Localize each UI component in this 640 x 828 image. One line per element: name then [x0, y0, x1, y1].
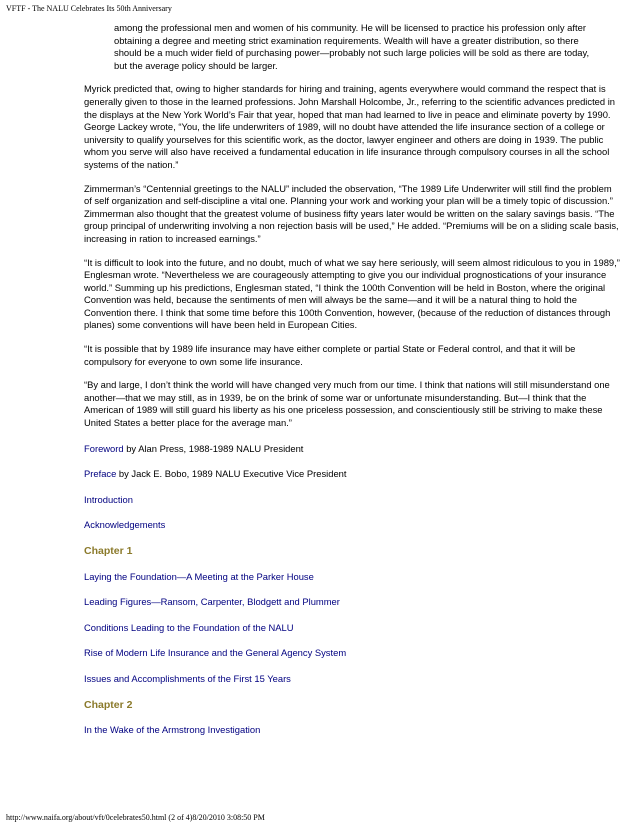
ch2-link-armstrong[interactable]: In the Wake of the Armstrong Investigation: [84, 724, 261, 736]
paragraph-control: “It is possible that by 1989 life insurance may have either complete or partial State or Federal control, and that it will be compulsory for everyone to own some life insurance.: [84, 343, 576, 367]
chapter-2-heading: Chapter 2: [84, 698, 133, 711]
introduction-link[interactable]: Introduction: [84, 493, 133, 505]
acknowledgements-link[interactable]: Acknowledgements: [84, 519, 166, 531]
preface-link[interactable]: Preface: [84, 468, 117, 480]
paragraph-zimmerman: Zimmerman’s “Centennial greetings to the NALU” included the observation, “The 1989 Life Underwriter will still find the problem of self organization and self-discipline a vital one. Planning your work and working your plan will be a timely topic of discussion.” Zimmerman also thought that the greatest volume of business fifty years later would be written on the salary savings basis. “The group principal of underwriting involving a non rejection basis will be used,” He added. “Premiums will be on a sliding scale basis, increasing in ration to increased earnings.”: [84, 182, 619, 244]
ch1-link-parker-house[interactable]: Laying the Foundation—A Meeting at the Parker House: [84, 570, 314, 582]
preface-byline: by Jack E. Bobo, 1989 NALU Executive Vice President: [116, 468, 347, 480]
page-footer: http://www.naifa.org/about/vft/0celebrates50.html (2 of 4)8/20/2010 3:08:50 PM: [6, 813, 265, 822]
foreword-byline: by Alan Press, 1988-1989 NALU President: [123, 442, 304, 454]
foreword-link[interactable]: Foreword: [84, 442, 124, 454]
ch1-link-modern-life-insurance[interactable]: Rise of Modern Life Insurance and the General Agency System: [84, 647, 347, 659]
preface-line: [84, 468, 620, 481]
ch1-link-conditions[interactable]: Conditions Leading to the Foundation of the NALU: [84, 621, 294, 633]
ch1-link-first-15-years[interactable]: Issues and Accomplishments of the First 15 Years: [84, 672, 291, 684]
paragraph-englesman: “It is difficult to look into the future, and no doubt, much of what we say here seriously, will seem almost ridiculous to you in 1989,” Englesman wrote. “Nevertheless we are courageously attempting to give you our individual prognostications of your insurance world.” Summing up his predictions, Englesman stated, “I think the 100th Convention will be held in Boston, where the original Convention was held, because the sentiments of men will always be the same—and it will be a natural thing to hold the Convention there. I think that some time before this 100th Convention, however, (because of the reduction of distances through planes) some conventions will have been held in European Cities.: [84, 256, 620, 331]
article-body: [84, 22, 620, 737]
paragraph-myrick: Myrick predicted that, owing to higher standards for hiring and training, agents everywhere would command the respect that is generally given to those in the learned professions. John Marshall Holcombe, Jr., referring to the scientific advances predicted in the displays at the New York World’s Fair that year, hoped that man had learned to live in peace and eliminate poverty by 1990. George Lackey wrote, “You, the life underwriters of 1989, will no doubt have attended the life insurance section of a college or university to qualify yourselves for this scientific work, as the doctor, lawyer engineer and others are doing in 1939. The public whom you serve will also have received a fundamental education in life insurance through compulsory courses in all the school systems of the nation.”: [84, 83, 616, 170]
foreword-line: [84, 443, 620, 456]
page-header: VFTF - The NALU Celebrates Its 50th Anniversary: [6, 4, 172, 13]
paragraph-by-and-large: “By and large, I don’t think the world will have changed very much from our time. I think that nations will still misunderstand one another—that we may still, as in 1939, be on the brink of some war or unfortunate misunderstanding. But—I think that the American of 1989 will still guard his liberty as his one priceless possession, and conscientiously still be striving to make these United States a better place for the average man.”: [84, 379, 610, 429]
block-quote: among the professional men and women of his community. He will be licensed to practice his profession only after obtaining a degree and meeting strict examination requirements. Wealth will have a greater distribution, so there should be a much wider field of purchasing power—probably not such large policies will be sold as there are today, but the average policy should be larger.: [114, 22, 590, 71]
chapter-1-heading: Chapter 1: [84, 545, 133, 557]
ch1-link-leading-figures[interactable]: Leading Figures—Ransom, Carpenter, Blodgett and Plummer: [84, 596, 340, 608]
